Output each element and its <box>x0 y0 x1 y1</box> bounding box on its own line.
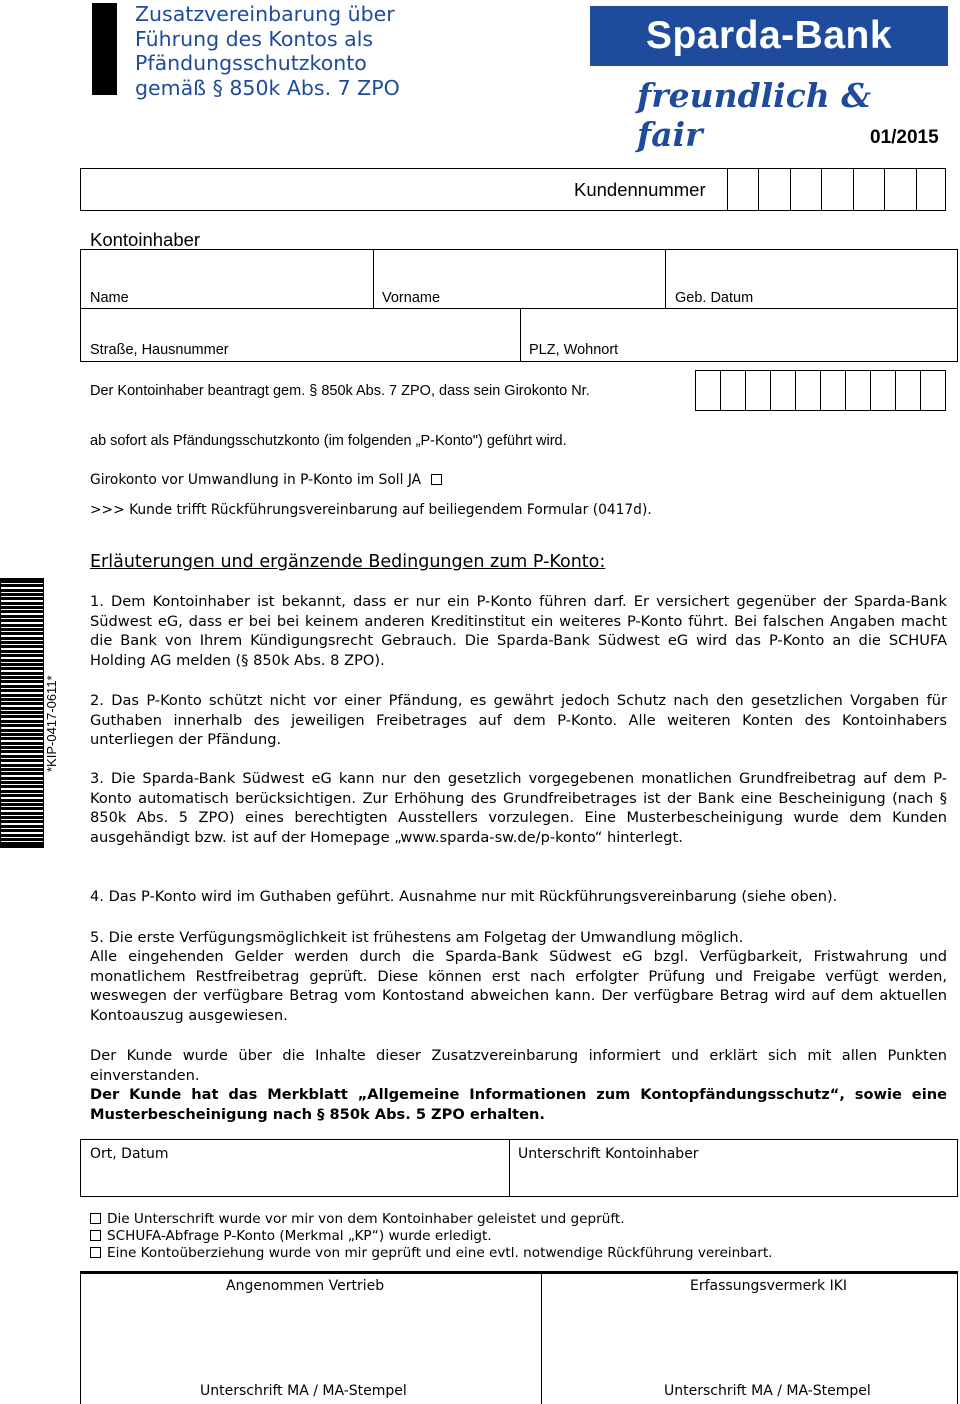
barcode <box>0 578 48 848</box>
customer-number-label: Kundennummer <box>574 179 706 200</box>
check-item <box>90 1211 773 1228</box>
internal-right-title: Erfassungsvermerk IKI <box>690 1278 848 1294</box>
explanation-5a: 5. Die erste Verfügungsmöglichkeit ist frühestens am Folgetag der Umwandlung möglich. <box>90 929 744 946</box>
place-date-label: Ort, Datum <box>90 1146 169 1162</box>
explanation-3: 3. Die Sparda-Bank Südwest eG kann nur den gesetzlich vorgegebenen monatlichen Grundfreibetrag auf dem P-Konto automatisch berücksichtigen. Zur Erhöhung des Grundfreibetrages ist der Bank eine Bescheinigung (nach § 850k Abs. 5 ZPO) eines berechtigten Ausstellers vorzulegen. Eine Musterbescheinigung wurde dem Kunden ausgehändigt bzw. ist auf der Homepage „www.sparda-sw.de/p-konto“ hinterlegt. <box>90 770 947 846</box>
document-title <box>135 2 400 100</box>
check-list <box>90 1211 773 1262</box>
check-item <box>90 1245 773 1262</box>
holder-section-title: Kontoinhaber <box>90 229 201 250</box>
check-text: SCHUFA-Abfrage P-Konto (Merkmal „KP“) wurde erledigt. <box>107 1228 492 1244</box>
vorname-label: Vorname <box>382 290 441 306</box>
internal-left-sign: Unterschrift MA / MA-Stempel <box>200 1383 407 1399</box>
form-version: 01/2015 <box>870 127 939 148</box>
barcode-text: *KIP-0417-0611* <box>44 675 59 772</box>
agreement-line: >>> Kunde trifft Rückführungsvereinbarung auf beiliegendem Formular (0417d). <box>90 502 652 518</box>
checkbox[interactable] <box>90 1213 101 1224</box>
explanations-title: Erläuterungen und ergänzende Bedingungen zum P-Konto: <box>90 552 606 572</box>
request-line: Der Kontoinhaber beantragt gem. § 850k Abs. 7 ZPO, dass sein Girokonto Nr. <box>90 383 590 399</box>
name-label: Name <box>90 290 129 306</box>
closing-receipt: Der Kunde hat das Merkblatt „Allgemeine Informationen zum Kontopfändungsschutz“, sowie eine Musterbescheinigung nach § 850k Abs. 5 ZPO erhalten. <box>90 1086 947 1123</box>
checkbox[interactable] <box>90 1230 101 1241</box>
sparda-logo <box>590 6 948 66</box>
city-label: PLZ, Wohnort <box>529 342 619 358</box>
title-line: Führung des Kontos als <box>135 26 374 51</box>
holder-name-row <box>80 249 958 309</box>
request-line-2: ab sofort als Pfändungsschutzkonto (im folgenden „P-Konto") geführt wird. <box>90 433 567 449</box>
check-text: Eine Kontoüberziehung wurde von mir geprüft und eine evtl. notwendige Rückführung vereinbart. <box>107 1245 773 1261</box>
explanation-1: 1. Dem Kontoinhaber ist bekannt, dass er nur ein P-Konto führen darf. Er versichert gegenüber der Sparda-Bank Südwest eG, dass er bei bei keinem anderen Kreditinstitut ein weiteres P-Konto führt. Bei falschen Angaben macht die Bank von Ihrem Kündigungsrecht Gebrauch. Die Sparda-Bank Südwest eG wird das P-Konto an die SCHUFA Holding AG melden (§ 850k Abs. 8 ZPO). <box>90 593 947 669</box>
logo-slogan: freundlich & fair <box>637 76 872 154</box>
customer-number-input[interactable] <box>727 168 947 211</box>
title-line: gemäß § 850k Abs. 7 ZPO <box>135 75 400 100</box>
soll-line <box>90 472 448 488</box>
title-line: Zusatzvereinbarung über <box>135 2 395 26</box>
internal-left-title: Angenommen Vertrieb <box>226 1278 385 1294</box>
logo-text: Sparda-Bank <box>645 14 893 57</box>
explanation-4: 4. Das P-Konto wird im Guthaben geführt. Ausnahme nur mit Rückführungsvereinbarung (siehe oben). <box>90 888 838 905</box>
soll-ja-checkbox[interactable] <box>431 474 442 485</box>
soll-text: Girokonto vor Umwandlung in P-Konto im Soll JA <box>90 472 422 488</box>
street-label: Straße, Hausnummer <box>90 342 229 358</box>
check-item <box>90 1228 773 1245</box>
black-bar <box>92 3 117 95</box>
check-text: Die Unterschrift wurde vor mir von dem Kontoinhaber geleistet und geprüft. <box>107 1211 625 1227</box>
account-number-input[interactable] <box>695 370 946 411</box>
internal-right-sign: Unterschrift MA / MA-Stempel <box>664 1383 871 1399</box>
checkbox[interactable] <box>90 1247 101 1258</box>
birth-date-label: Geb. Datum <box>675 290 754 306</box>
explanation-2: 2. Das P-Konto schützt nicht vor einer Pfändung, es gewährt jedoch Schutz nach den gesetzlichen Vorgaben für Guthaben innerhalb des jeweiligen Freibetrages auf dem P-Konto. Alle weiteren Konten des Kontoinhabers unterliegen der Pfändung. <box>90 692 947 748</box>
holder-signature-label: Unterschrift Kontoinhaber <box>518 1146 699 1162</box>
closing-statement: Der Kunde wurde über die Inhalte dieser Zusatzvereinbarung informiert und erklärt sich mit allen Punkten einverstanden. <box>90 1047 947 1084</box>
title-line: Pfändungsschutzkonto <box>135 51 367 75</box>
explanation-5b: Alle eingehenden Gelder werden durch die Sparda-Bank Südwest eG bzgl. Verfügbarkeit, Fristwahrung und monatlichem Restfreibetrag geprüft. Diese können erst nach erfolgter Prüfung und Freigabe verfügt werden, weswegen der verfügbare Betrag vom Kontostand abweichen kann. Der verfügbare Betrag wird auf dem aktuellen Kontoauszug ausgewiesen. <box>90 948 947 1024</box>
